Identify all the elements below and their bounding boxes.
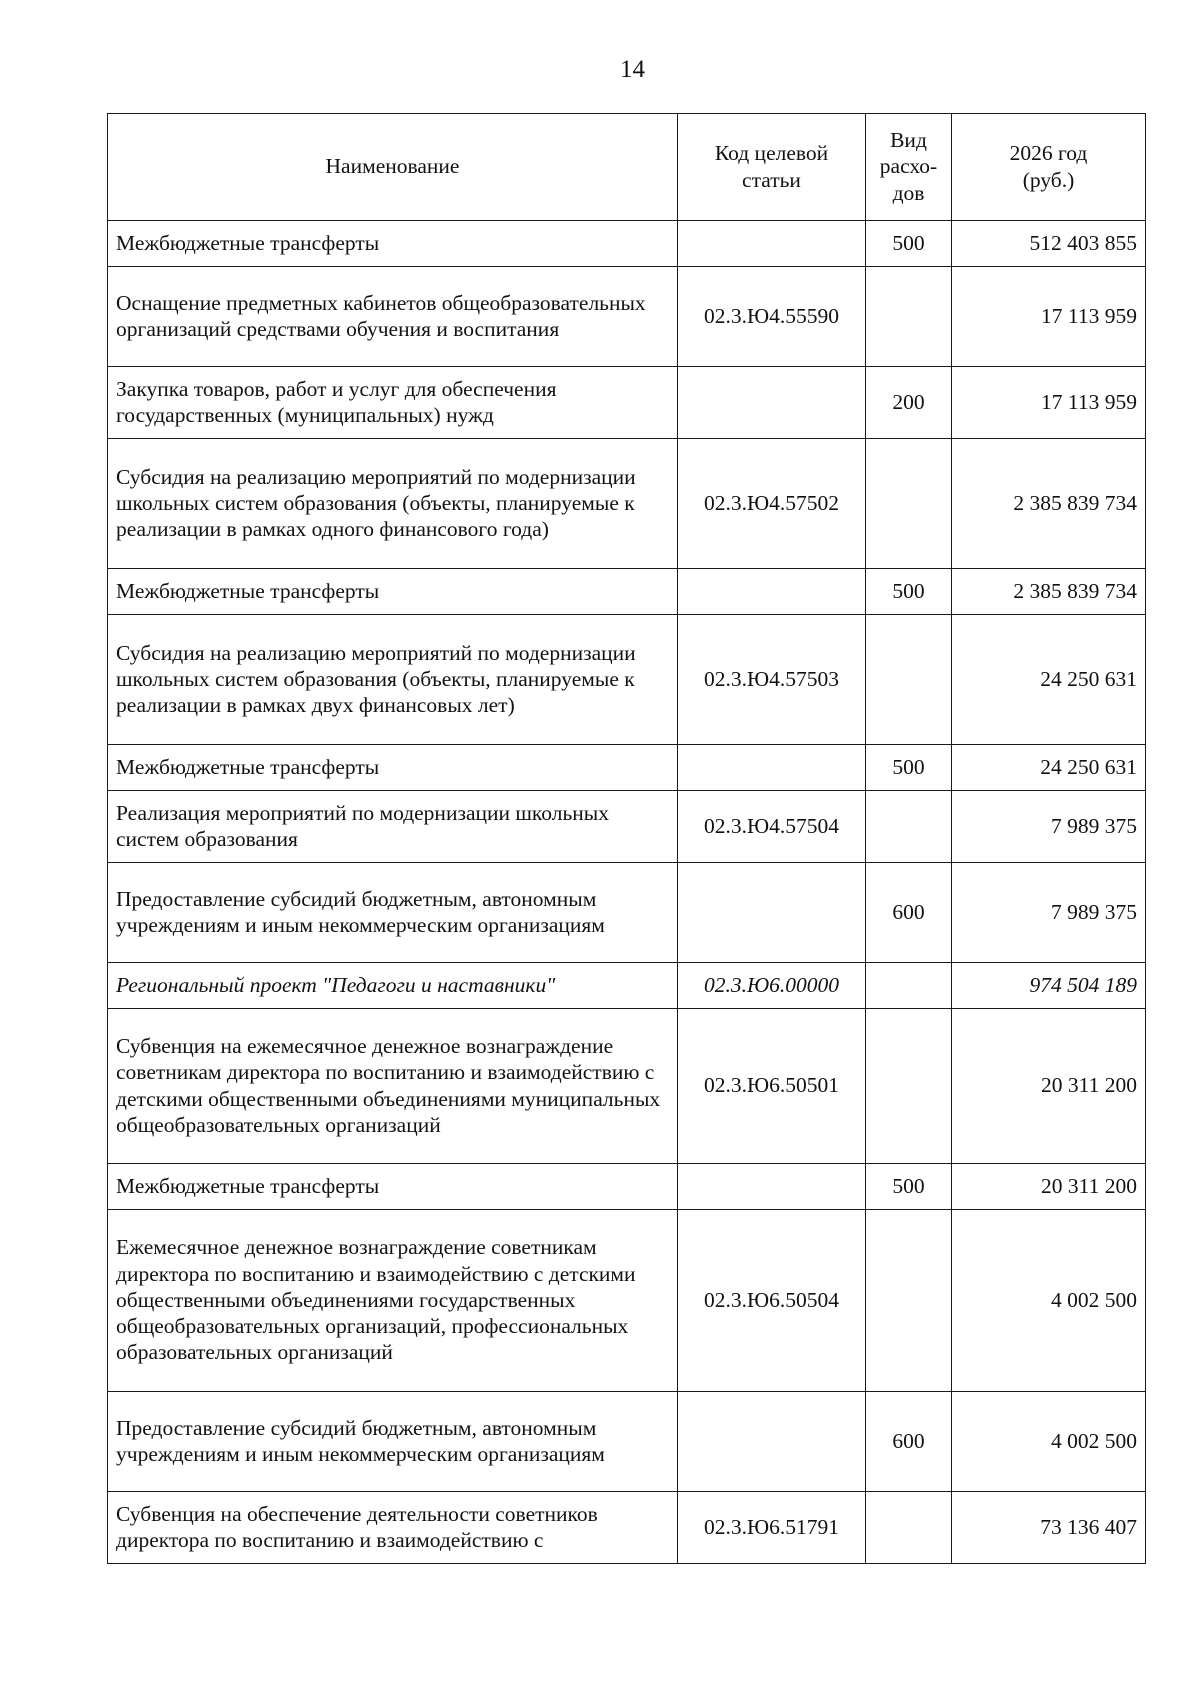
header-type xyxy=(866,114,952,221)
row-code: 02.3.Ю4.57503 xyxy=(678,615,866,745)
row-type xyxy=(866,963,952,1009)
row-type: 500 xyxy=(866,745,952,791)
header-name xyxy=(108,114,678,221)
row-code: 02.3.Ю6.50504 xyxy=(678,1210,866,1392)
row-amount: 73 136 407 xyxy=(952,1492,1146,1564)
table-row xyxy=(108,1210,1146,1392)
row-name: Ежемесячное денежное вознаграждение советникам директора по воспитанию и взаимодействию с детскими общественными объединениями государственных общеобразовательных организаций, профессиональных образовательных организаций xyxy=(108,1210,678,1392)
budget-table xyxy=(107,113,1146,1564)
table-row xyxy=(108,1392,1146,1492)
row-amount: 2 385 839 734 xyxy=(952,569,1146,615)
row-name: Межбюджетные трансферты xyxy=(108,221,678,267)
row-name: Межбюджетные трансферты xyxy=(108,569,678,615)
table-row xyxy=(108,863,1146,963)
table-row xyxy=(108,569,1146,615)
row-code xyxy=(678,367,866,439)
header-code xyxy=(678,114,866,221)
row-amount: 7 989 375 xyxy=(952,863,1146,963)
row-code: 02.3.Ю4.57504 xyxy=(678,791,866,863)
header-type-line1: Вид xyxy=(890,128,927,153)
row-code: 02.3.Ю6.50501 xyxy=(678,1009,866,1164)
row-name: Предоставление субсидий бюджетным, автономным учреждениям и иным некоммерческим организациям xyxy=(108,1392,678,1492)
table-row xyxy=(108,221,1146,267)
row-amount: 974 504 189 xyxy=(952,963,1146,1009)
row-amount: 7 989 375 xyxy=(952,791,1146,863)
row-name: Реализация мероприятий по модернизации школьных систем образования xyxy=(108,791,678,863)
table-row xyxy=(108,1492,1146,1564)
row-code: 02.3.Ю6.00000 xyxy=(678,963,866,1009)
row-type: 500 xyxy=(866,569,952,615)
table-row-section xyxy=(108,963,1146,1009)
header-amount-line1: 2026 год xyxy=(1009,141,1088,166)
header-amount-line2: (руб.) xyxy=(1022,167,1075,192)
row-name: Закупка товаров, работ и услуг для обеспечения государственных (муниципальных) нужд xyxy=(108,367,678,439)
table-row xyxy=(108,791,1146,863)
table-row xyxy=(108,439,1146,569)
row-name: Оснащение предметных кабинетов общеобразовательных организаций средствами обучения и воспитания xyxy=(108,267,678,367)
row-type xyxy=(866,791,952,863)
table-row xyxy=(108,267,1146,367)
row-amount: 17 113 959 xyxy=(952,267,1146,367)
row-type xyxy=(866,1009,952,1164)
table-row xyxy=(108,1009,1146,1164)
row-type xyxy=(866,615,952,745)
row-name: Межбюджетные трансферты xyxy=(108,745,678,791)
row-code xyxy=(678,745,866,791)
row-name: Межбюджетные трансферты xyxy=(108,1164,678,1210)
row-amount: 20 311 200 xyxy=(952,1009,1146,1164)
row-amount: 512 403 855 xyxy=(952,221,1146,267)
row-name: Субвенция на обеспечение деятельности советников директора по воспитанию и взаимодействию с xyxy=(108,1492,678,1564)
row-type: 500 xyxy=(866,1164,952,1210)
row-amount: 4 002 500 xyxy=(952,1392,1146,1492)
row-type xyxy=(866,1210,952,1392)
row-code xyxy=(678,221,866,267)
row-code xyxy=(678,1392,866,1492)
row-type: 600 xyxy=(866,863,952,963)
table-row xyxy=(108,745,1146,791)
row-name: Субвенция на ежемесячное денежное вознаграждение советникам директора по воспитанию и взаимодействию с детскими общественными объединениями муниципальных общеобразовательных организаций xyxy=(108,1009,678,1164)
row-code: 02.3.Ю6.51791 xyxy=(678,1492,866,1564)
header-type-line2: расхо- xyxy=(879,154,938,179)
row-name: Предоставление субсидий бюджетным, автономным учреждениям и иным некоммерческим организациям xyxy=(108,863,678,963)
row-amount: 20 311 200 xyxy=(952,1164,1146,1210)
row-code xyxy=(678,863,866,963)
header-amount xyxy=(952,114,1146,221)
row-type xyxy=(866,267,952,367)
header-code-line2: статьи xyxy=(742,167,801,192)
page-number: 14 xyxy=(620,56,645,83)
row-type: 600 xyxy=(866,1392,952,1492)
row-code: 02.3.Ю4.57502 xyxy=(678,439,866,569)
row-code: 02.3.Ю4.55590 xyxy=(678,267,866,367)
row-amount: 24 250 631 xyxy=(952,745,1146,791)
header-type-line3: дов xyxy=(892,180,925,205)
row-name: Субсидия на реализацию мероприятий по модернизации школьных систем образования (объекты, планируемые к реализации в рамках двух финансовых лет) xyxy=(108,615,678,745)
header-name-label: Наименование xyxy=(325,154,460,179)
row-code xyxy=(678,569,866,615)
row-amount: 2 385 839 734 xyxy=(952,439,1146,569)
row-name: Региональный проект "Педагоги и наставники" xyxy=(108,963,678,1009)
row-type xyxy=(866,1492,952,1564)
table-row xyxy=(108,615,1146,745)
row-amount: 24 250 631 xyxy=(952,615,1146,745)
table-row xyxy=(108,1164,1146,1210)
row-code xyxy=(678,1164,866,1210)
row-amount: 4 002 500 xyxy=(952,1210,1146,1392)
table-row xyxy=(108,367,1146,439)
row-type: 200 xyxy=(866,367,952,439)
table-header-row xyxy=(108,114,1146,221)
row-name: Субсидия на реализацию мероприятий по модернизации школьных систем образования (объекты, планируемые к реализации в рамках одного финансового года) xyxy=(108,439,678,569)
row-type: 500 xyxy=(866,221,952,267)
header-code-line1: Код целевой xyxy=(714,141,829,166)
row-type xyxy=(866,439,952,569)
row-amount: 17 113 959 xyxy=(952,367,1146,439)
